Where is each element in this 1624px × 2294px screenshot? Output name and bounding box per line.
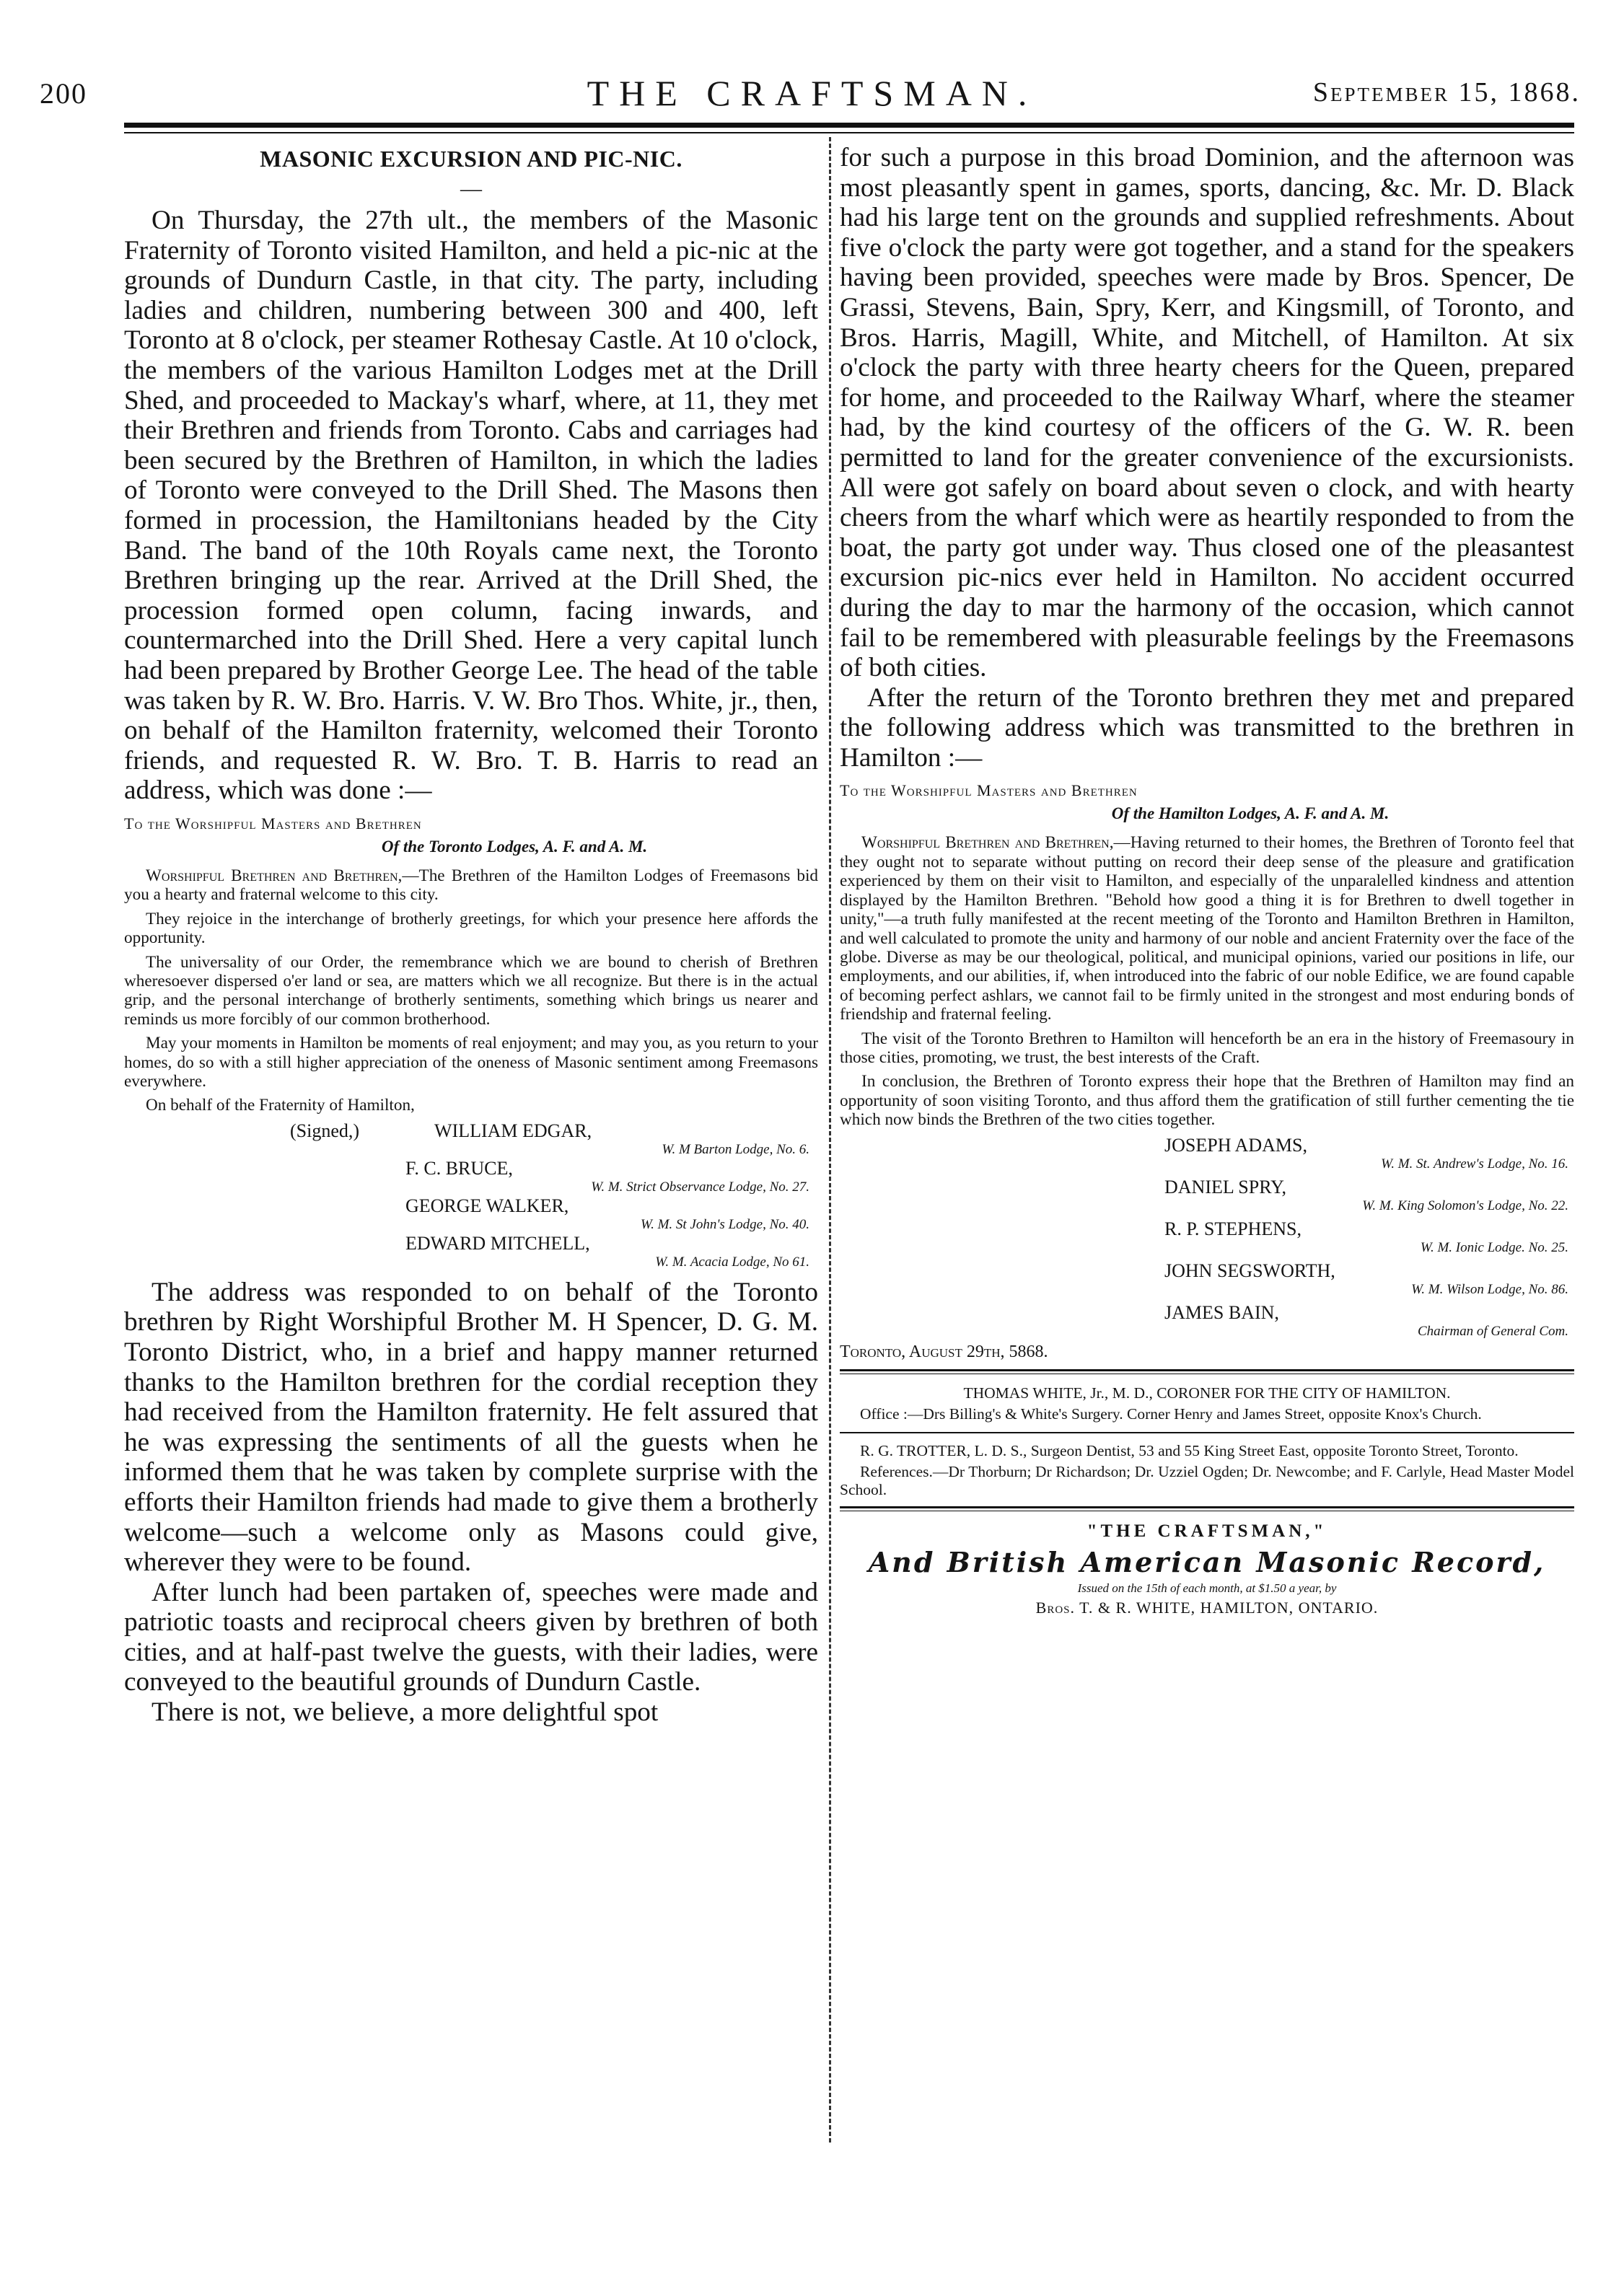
advert-text: References.—Dr Thorburn; Dr Richardson; Dr. Uzziel Ogden; Dr. Newcombe; and F. Carlyle, Head Master Model School. xyxy=(840,1462,1574,1498)
address-behalf: On behalf of the Fraternity of Hamilton, xyxy=(146,1096,415,1115)
address-text: —Having returned to their homes, the Brethren of Toronto feel that they ought not to separate without putting on record their deep sense of the pleasure and gratification experienced by them on their visit to Hamilton, and especially of the unparalelled kindness and attention displayed by the Hamilton Brethren. "Behold how good a thing it is for Brethren to dwell together in unity,"—a truth fully manifested at the recent meeting of the Toronto and Hamilton Brethren in Hamilton, and well calculated to promote the unity and harmony of our noble and ancient Fraternity over the face of the globe. Diverse as may be our theological, political, and municipal opinions, varied our positions in life, our employments, and our abilities, if, when introduced into the fabric of our noble Edifice, we are found capable of becoming perfect ashlars, we cannot fail to be firmly united in the strongest and most enduring bonds of friendship and fraternal feeling. xyxy=(840,833,1574,1024)
signature-entry xyxy=(434,1120,809,1158)
article-heading: MASONIC EXCURSION AND PIC-NIC. xyxy=(260,146,682,172)
signatory-name: EDWARD MITCHELL, xyxy=(405,1232,590,1254)
publication-title: THE CRAFTSMAN. xyxy=(587,73,1037,113)
address-text: —The Brethren of the Hamilton Lodges of Freemasons bid you a hearty and fraternal welcome to this city. xyxy=(124,866,818,905)
dateline: Toronto, August 29th, 5868. xyxy=(840,1342,1048,1361)
masthead-terms: Issued on the 15th of each month, at $1.50 a year, by xyxy=(1077,1581,1337,1595)
issue-date: September 15, 1868. xyxy=(1312,77,1581,107)
signatory-lodge: Chairman of General Com. xyxy=(1418,1323,1568,1339)
signatory-lodge: W. M. Acacia Lodge, No 61. xyxy=(655,1254,809,1270)
signatory-lodge: W. M. Wilson Lodge, No. 86. xyxy=(1411,1281,1568,1297)
address-recipient: Of the Toronto Lodges, A. F. and A. M. xyxy=(381,837,648,856)
article-paragraph: for such a purpose in this broad Dominion, and the afternoon was most pleasantly spent in games, sports, dancing, &c. Mr. D. Black had his large tent on the grounds and supplied refreshments. About five o'clock the party were got together, and a stand for the speakers having been provided, speeches were made by Bros. Spencer, De Grassi, Stevens, Bain, Spry, Kerr, and Kingsmill, of Toronto, and Bros. Harris, Magill, White, and Mitchell, of Hamilton. At six o'clock the party with three hearty cheers for the Queen, prepared for home, and proceeded to the Railway Wharf, where the steamer had, by the kind courtesy of the officers of the G. W. R. been permitted to land for the greater convenience of the excursionists. All were got safely on board about seven o clock, and with hearty cheers from the wharf which were as heartily responded to from the boat, the party got under way. Thus closed one of the pleasantest excursion pic-nics ever held in Hamilton. No accident occurred during the day to mar the harmony of the occasion, which cannot fail to be remembered with pleasurable feelings by the Freemasons of both cities. xyxy=(840,143,1574,683)
signatory-name: JAMES BAIN, xyxy=(1164,1301,1279,1323)
article-paragraph: The address was responded to on behalf of the Toronto brethren by Right Worshipful Brother M. H Spencer, D. G. M. Toronto District, who, in a brief and happy manner returned thanks to the Hamilton brethren for the cordial reception they had received from the Hamilton fraternity. He felt assured that he was expressing the sentiments of all the guests when he informed them that he was taken by complete surprise with the efforts their Hamilton friends had made to give them a brotherly welcome—such a welcome only as Masons could give, wherever they were to be found. xyxy=(124,1277,818,1578)
left-column xyxy=(124,143,818,1728)
advert-divider xyxy=(840,1432,1574,1433)
signature-entry xyxy=(405,1158,809,1270)
address-paragraph: May your moments in Hamilton be moments of real enjoyment; and may you, as you return to your homes, do so with a still higher appreciation of the oneness of Masonic sentiment among Freemasons everywhere. xyxy=(124,1034,818,1091)
address-paragraph xyxy=(124,866,818,905)
signatory-name: JOSEPH ADAMS, xyxy=(1164,1134,1307,1156)
advert-heading: THOMAS WHITE, Jr., M. D., CORONER FOR THE CITY OF HAMILTON. xyxy=(963,1384,1451,1402)
address-recipient: Of the Hamilton Lodges, A. F. and A. M. xyxy=(1111,804,1390,823)
signatory-name: F. C. BRUCE, xyxy=(405,1157,513,1179)
article-paragraph: After lunch had been partaken of, speeches were made and patriotic toasts and reciprocal cheers given by brethren of both cities, and at half-past twelve the guests, with their ladies, were conveyed to the beautiful grounds of Dundurn Castle. xyxy=(124,1577,818,1697)
column-divider xyxy=(829,137,831,2143)
address-lead: Worshipful Brethren and Brethren, xyxy=(146,866,403,885)
signatory-lodge: W. M. St John's Lodge, No. 40. xyxy=(640,1216,809,1232)
signatory-lodge: W. M. St. Andrew's Lodge, No. 16. xyxy=(1381,1156,1568,1172)
advert-text: R. G. TROTTER, L. D. S., Surgeon Dentist, 53 and 55 King Street East, opposite Toronto Street, Toronto. xyxy=(860,1441,1519,1459)
address-paragraph: In conclusion, the Brethren of Toronto express their hope that the Brethren of Hamilton may find an opportunity of soon visiting Toronto, and thus afford them the gratification of still further cementing the tie which now binds the Brethren of the two cities together. xyxy=(840,1072,1574,1130)
signatory-lodge: W. M. Strict Observance Lodge, No. 27. xyxy=(591,1179,809,1195)
address-paragraph xyxy=(840,833,1574,1024)
signatory-lodge: W. M Barton Lodge, No. 6. xyxy=(662,1141,809,1157)
signatory-lodge: W. M. Ionic Lodge. No. 25. xyxy=(1420,1239,1568,1255)
section-rule-thick xyxy=(840,1369,1574,1371)
article-paragraph: There is not, we believe, a more delightful spot xyxy=(152,1697,659,1728)
address-paragraph: The visit of the Toronto Brethren to Hamilton will henceforth be an era in the history of Freemasoury in those cities, promoting, we trust, the best interests of the Craft. xyxy=(840,1029,1574,1067)
signatory-name: R. P. STEPHENS, xyxy=(1164,1218,1302,1239)
signed-label: (Signed,) xyxy=(290,1120,360,1141)
signatures-left xyxy=(290,1120,809,1270)
address-paragraph: They rejoice in the interchange of brotherly greetings, for which your presence here affords the opportunity. xyxy=(124,909,818,948)
address-paragraph: The universality of our Order, the remembrance which we are bound to cherish of Brethren wheresoever dispersed o'er land or sea, are matters which we all recognize. But there is in the actual grip, and the personal interchange of brotherly sentiments, something which brings us nearer and reminds us more forcibly of our common brotherhood. xyxy=(124,952,818,1029)
article-paragraph: On Thursday, the 27th ult., the members of the Masonic Fraternity of Toronto visited Hamilton, and held a pic-nic at the grounds of Dundurn Castle, in that city. The party, including ladies and children, numbering between 300 and 400, left Toronto at 8 o'clock, per steamer Rothesay Castle. At 10 o'clock, the members of the various Hamilton Lodges met at the Drill Shed, and proceeded to Mackay's wharf, where, at 11, they met their Brethren and friends from Toronto. Cabs and carriages had been secured by the Brethren of Hamilton, in which the ladies of Toronto were conveyed to the Drill Shed. The Masons then formed in procession, the Hamiltonians headed by the City Band. The band of the 10th Royals came next, the Toronto Brethren bringing up the rear. Arrived at the Drill Shed, the procession formed open column, facing inwards, and countermarched into the Drill Shed. Here a very capital lunch had been prepared by Brother George Lee. The head of the table was taken by R. W. Bro. Harris. V. W. Bro Thos. White, jr., then, on behalf of the Hamilton fraternity, welcomed their Toronto friends, and requested R. W. Bro. T. B. Harris to read an address, which was done :— xyxy=(124,206,818,806)
masthead-subtitle: And British American Masonic Record, xyxy=(868,1545,1546,1578)
address-salutation: To the Worshipful Masters and Brethren xyxy=(840,781,1138,800)
right-column xyxy=(840,143,1574,1617)
heading-dash: — xyxy=(460,177,482,201)
advert-text: Office :—Drs Billing's & White's Surgery. Corner Henry and James Street, opposite Knox's Church. xyxy=(860,1405,1482,1423)
masthead-title: "THE CRAFTSMAN," xyxy=(1087,1521,1327,1541)
signatory-name: WILLIAM EDGAR, xyxy=(434,1120,592,1141)
section-rule-thick xyxy=(840,1506,1574,1508)
article-paragraph: After the return of the Toronto brethren they met and prepared the following address which was transmitted to the brethren in Hamilton :— xyxy=(840,682,1574,773)
signatures-right xyxy=(1164,1135,1568,1340)
signatory-lodge: W. M. King Solomon's Lodge, No. 22. xyxy=(1362,1197,1568,1213)
address-salutation: To the Worshipful Masters and Brethren xyxy=(124,814,422,832)
signatory-name: JOHN SEGSWORTH, xyxy=(1164,1260,1335,1281)
signatory-name: DANIEL SPRY, xyxy=(1164,1176,1287,1197)
page-number: 200 xyxy=(40,77,87,110)
masthead-publisher: Bros. T. & R. WHITE, HAMILTON, ONTARIO. xyxy=(1035,1598,1379,1617)
signature-row xyxy=(290,1120,809,1158)
signatory-name: GEORGE WALKER, xyxy=(405,1195,569,1216)
header-rule-thin xyxy=(124,132,1574,133)
address-lead: Worshipful Brethren and Brethren, xyxy=(861,833,1114,853)
header-rule-thick xyxy=(124,123,1574,128)
